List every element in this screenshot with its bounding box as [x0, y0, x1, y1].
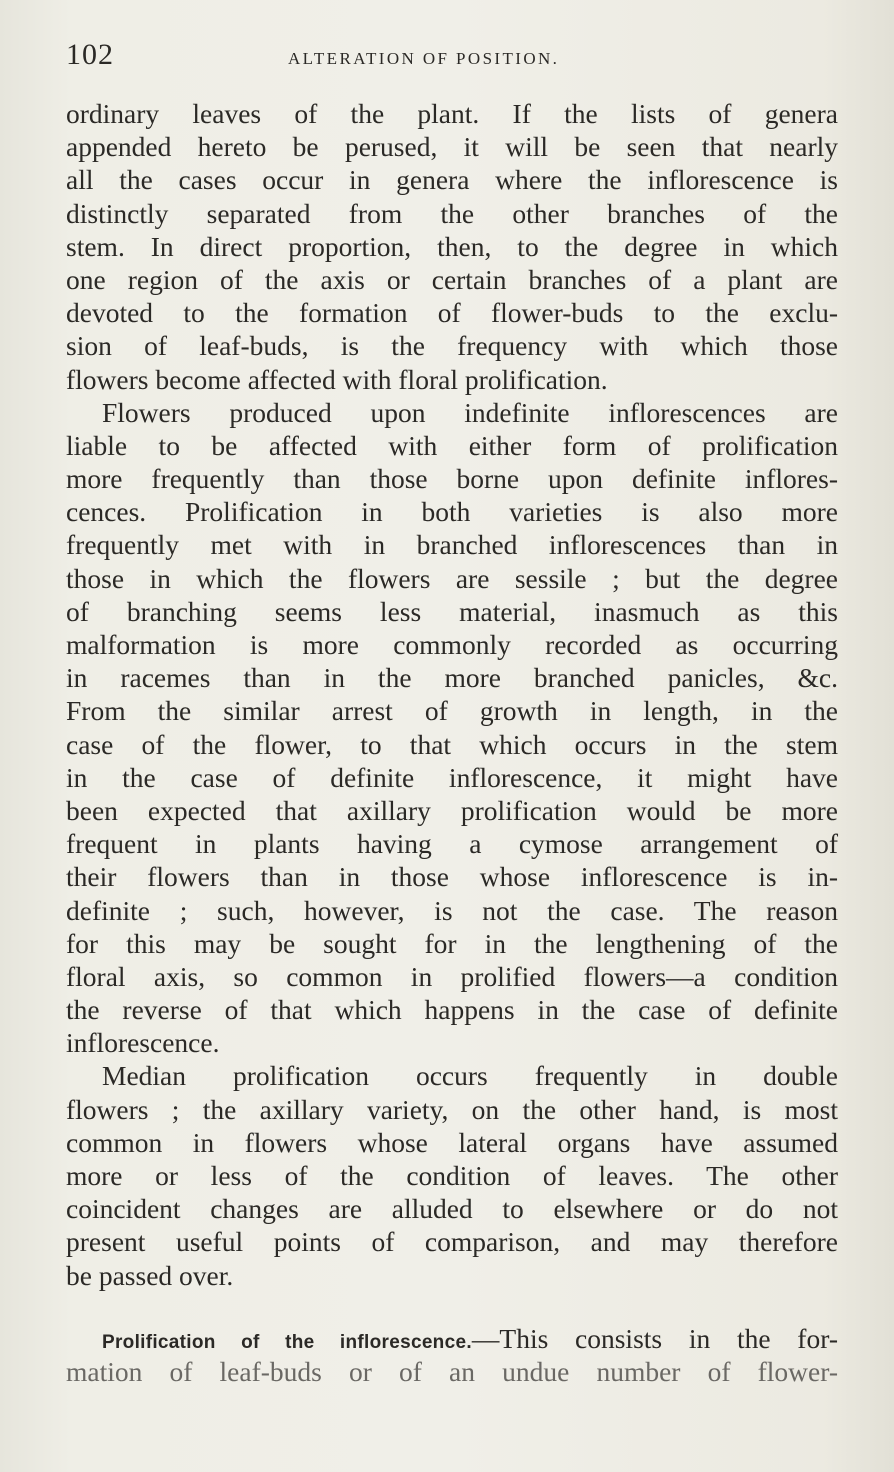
section-prolification-of-inflorescence [66, 1322, 838, 1388]
text-line: the reverse of that which happens in the case of definite [66, 994, 838, 1026]
section-first-line [66, 1322, 838, 1355]
text-line: definite ; such, however, is not the case. The reason [66, 894, 838, 926]
running-head [66, 38, 838, 78]
section-text: —This consists in the for- [471, 1322, 838, 1354]
text-line: for this may be sought for in the lengthening of the [66, 927, 838, 959]
text-line: more frequently than those borne upon definite inflores- [66, 463, 838, 495]
section-heading: Prolification of the inflorescence. [102, 1331, 472, 1353]
text-line: cences. Prolification in both varieties is also more [66, 496, 838, 528]
text-line: one region of the axis or certain branches of a plant are [66, 263, 838, 295]
text-line: sion of leaf-buds, is the frequency with which those [66, 330, 838, 362]
text-line: of branching seems less material, inasmuch as this [66, 595, 838, 627]
paragraph-median-prolification [66, 1059, 838, 1291]
text-line: common in flowers whose lateral organs have assumed [66, 1126, 838, 1158]
text-line: Median prolification occurs frequently in double [102, 1060, 838, 1092]
text-line: distinctly separated from the other branches of the [66, 197, 838, 229]
text-line: inflorescence. [66, 1027, 220, 1059]
text-line: been expected that axillary prolification would be more [66, 794, 838, 826]
text-line: devoted to the formation of flower-buds to the exclu- [66, 297, 838, 329]
text-line: appended hereto be perused, it will be seen that nearly [66, 131, 838, 163]
text-line: present useful points of comparison, and may therefore [66, 1226, 838, 1258]
text-line: in racemes than in the more branched panicles, &c. [66, 662, 838, 694]
page-number: 102 [66, 38, 114, 71]
text-line: be passed over. [66, 1259, 234, 1291]
text-line: case of the flower, to that which occurs in the stem [66, 728, 838, 760]
text-line: stem. In direct proportion, then, to the degree in which [66, 230, 838, 262]
text-line: in the case of definite inflorescence, it might have [66, 761, 838, 793]
text-line: liable to be affected with either form of prolification [66, 429, 838, 461]
paragraph-continued [66, 97, 838, 396]
section-gap [66, 1292, 838, 1322]
text-line: those in which the flowers are sessile ; but the degree [66, 562, 838, 594]
text-line: malformation is more commonly recorded as occurring [66, 629, 838, 660]
text-line: floral axis, so common in prolified flowers—a condition [66, 960, 838, 992]
running-title: ALTERATION OF POSITION. [288, 49, 560, 68]
body-text [66, 97, 838, 1388]
text-line: their flowers than in those whose inflorescence is in- [66, 861, 838, 893]
text-line: flowers ; the axillary variety, on the other hand, is most [66, 1093, 838, 1125]
text-line: frequently met with in branched inflorescences than in [66, 529, 838, 561]
text-line: frequent in plants having a cymose arrangement of [66, 828, 838, 860]
text-line: flowers become affected with floral prolification. [66, 363, 608, 395]
text-line: all the cases occur in genera where the inflorescence is [66, 164, 838, 196]
text-line: mation of leaf-buds or of an undue number of flower- [66, 1355, 838, 1387]
paragraph-inflorescence [66, 396, 838, 1060]
text-line: more or less of the condition of leaves. The other [66, 1160, 838, 1191]
text-line: ordinary leaves of the plant. If the lists of genera [66, 98, 838, 129]
text-line: From the similar arrest of growth in length, in the [66, 695, 838, 727]
text-line: Flowers produced upon indefinite inflorescences are [102, 396, 838, 428]
text-line: coincident changes are alluded to elsewhere or do not [66, 1193, 838, 1225]
